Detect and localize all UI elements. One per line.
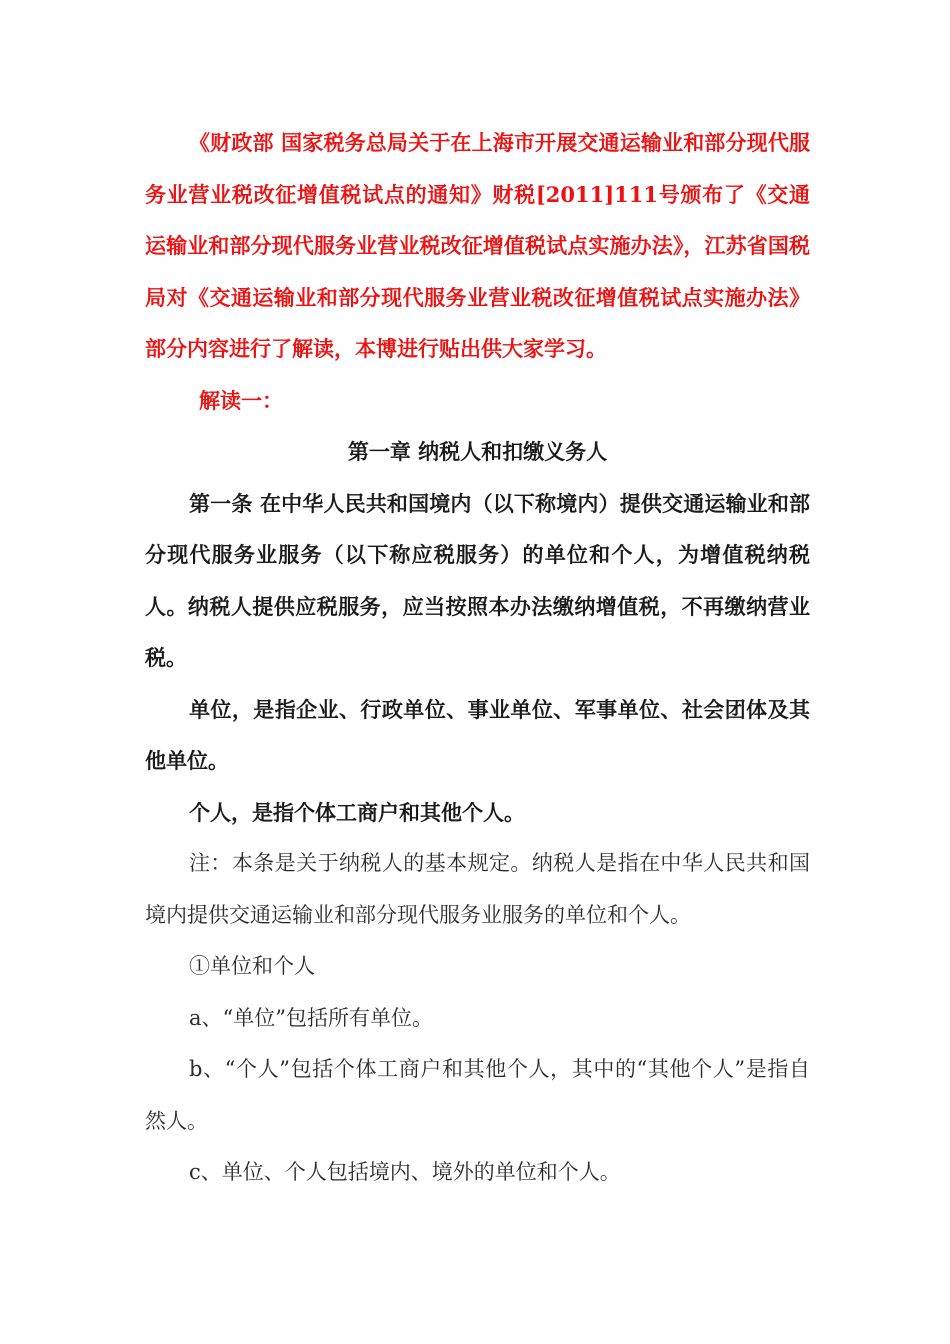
subheading-unit-individual: ①单位和个人 bbox=[189, 954, 315, 978]
list-item-b: b、“个人”包括个体工商户和其他个人，其中的“其他个人”是指自然人。 bbox=[145, 1057, 810, 1133]
definition-individual-paragraph: 个人，是指个体工商户和其他个人。 bbox=[189, 799, 525, 825]
section-heading: 解读一： bbox=[199, 387, 283, 413]
document-body bbox=[145, 117, 810, 1199]
article-1-paragraph: 第一条 在中华人民共和国境内（以下称境内）提供交通运输业和部分现代服务业服务（以下称应税服务）的单位和个人，为增值税纳税人。纳税人提供应税服务，应当按照本办法缴纳增值税，不再缴纳营业税。 bbox=[145, 490, 810, 670]
definition-unit-paragraph: 单位，是指企业、行政单位、事业单位、军事单位、社会团体及其他单位。 bbox=[145, 696, 810, 773]
note-paragraph: 注：本条是关于纳税人的基本规定。纳税人是指在中华人民共和国境内提供交通运输业和部分现代服务业服务的单位和个人。 bbox=[145, 851, 810, 927]
chapter-title: 第一章 纳税人和扣缴义务人 bbox=[347, 439, 608, 464]
list-item-a: a、“单位”包括所有单位。 bbox=[189, 1005, 433, 1030]
list-item-c: c、单位、个人包括境内、境外的单位和个人。 bbox=[189, 1160, 621, 1184]
intro-paragraph: 《财政部 国家税务总局关于在上海市开展交通运输业和部分现代服务业营业税改征增值税试点的通知》财税[2011]111号颁布了《交通运输业和部分现代服务业营业税改征增值税试点实施办法》，江苏省国税局对《交通运输业和部分现代服务业营业税改征增值税试点实施办法》部分内容进行了解读，本博进行贴出供大家学习。 bbox=[145, 130, 810, 361]
